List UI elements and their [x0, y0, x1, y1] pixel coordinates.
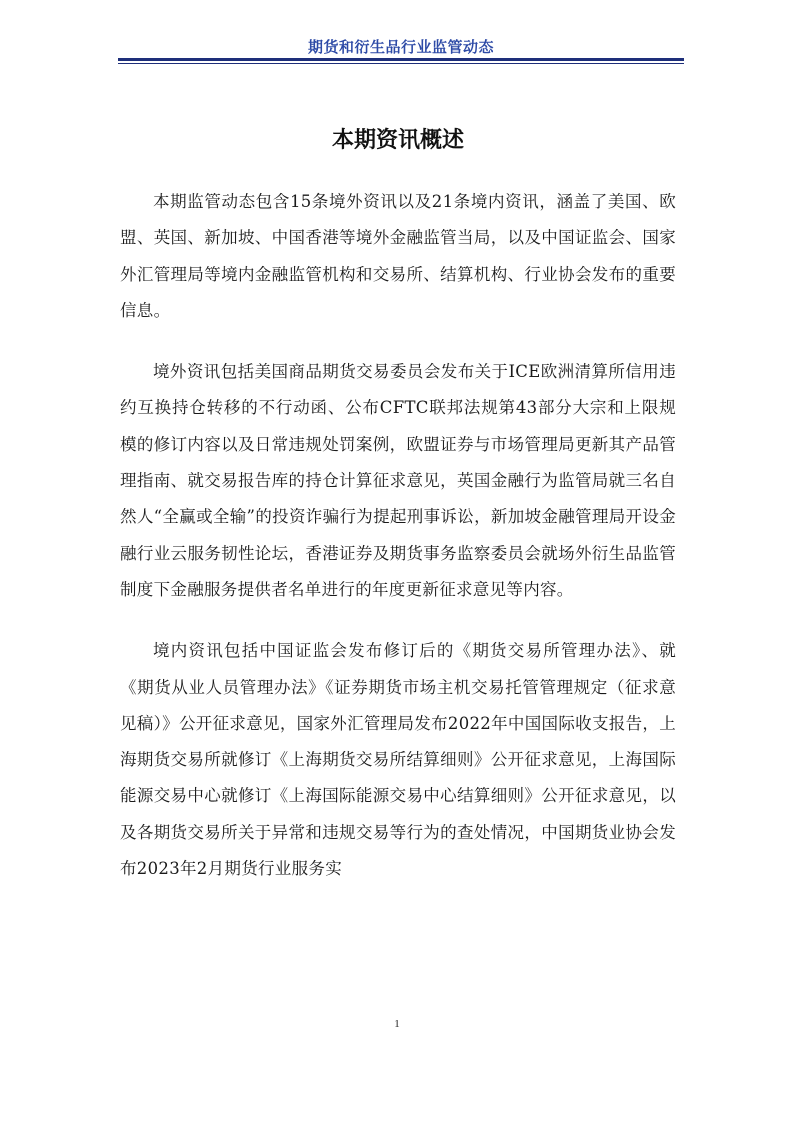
paragraph-domestic-news: 境内资讯包括中国证监会发布修订后的《期货交易所管理办法》、就《期货从业人员管理办法》《证券期货市场主机交易托管管理规定（征求意见稿）》公开征求意见，国家外汇管理局发布2022年中国国际收支报告，上海期货交易所就修订《上海期货交易所结算细则》公开征求意见，上海国际能源交易中心就修订《上海国际能源交易中心结算细则》公开征求意见，以及各期货交易所关于异常和违规交易等行为的查处情况，中国期货业协会发布2023年2月期货行业服务实: [120, 641, 676, 879]
paragraph-overview: 本期监管动态包含15条境外资讯以及21条境内资讯，涵盖了美国、欧盟、英国、新加坡、中国香港等境外金融监管当局，以及中国证监会、国家外汇管理局等境内金融监管机构和交易所、结算机构、行业协会发布的重要信息。: [120, 192, 676, 320]
header-rule-thin: [118, 63, 684, 64]
document-title: 本期资讯概述: [331, 128, 464, 153]
document-body: [120, 184, 676, 912]
page-number: 1: [394, 1018, 400, 1030]
page-header-title: 期货和衍生品行业监管动态: [307, 38, 494, 56]
paragraph-overseas-news: 境外资讯包括美国商品期货交易委员会发布关于ICE欧洲清算所信用违约互换持仓转移的不行动函、公布CFTC联邦法规第43部分大宗和上限规模的修订内容以及日常违规处罚案例，欧盟证券与市场管理局更新其产品管理指南、就交易报告库的持仓计算征求意见，英国金融行为监管局就三名自然人“全赢或全输”的投资诈骗行为提起刑事诉讼，新加坡金融管理局开设金融行业云服务韧性论坛，香港证券及期货事务监察委员会就场外衍生品监管制度下金融服务提供者名单进行的年度更新征求意见等内容。: [120, 362, 676, 599]
header-rule-thick: [118, 58, 684, 61]
